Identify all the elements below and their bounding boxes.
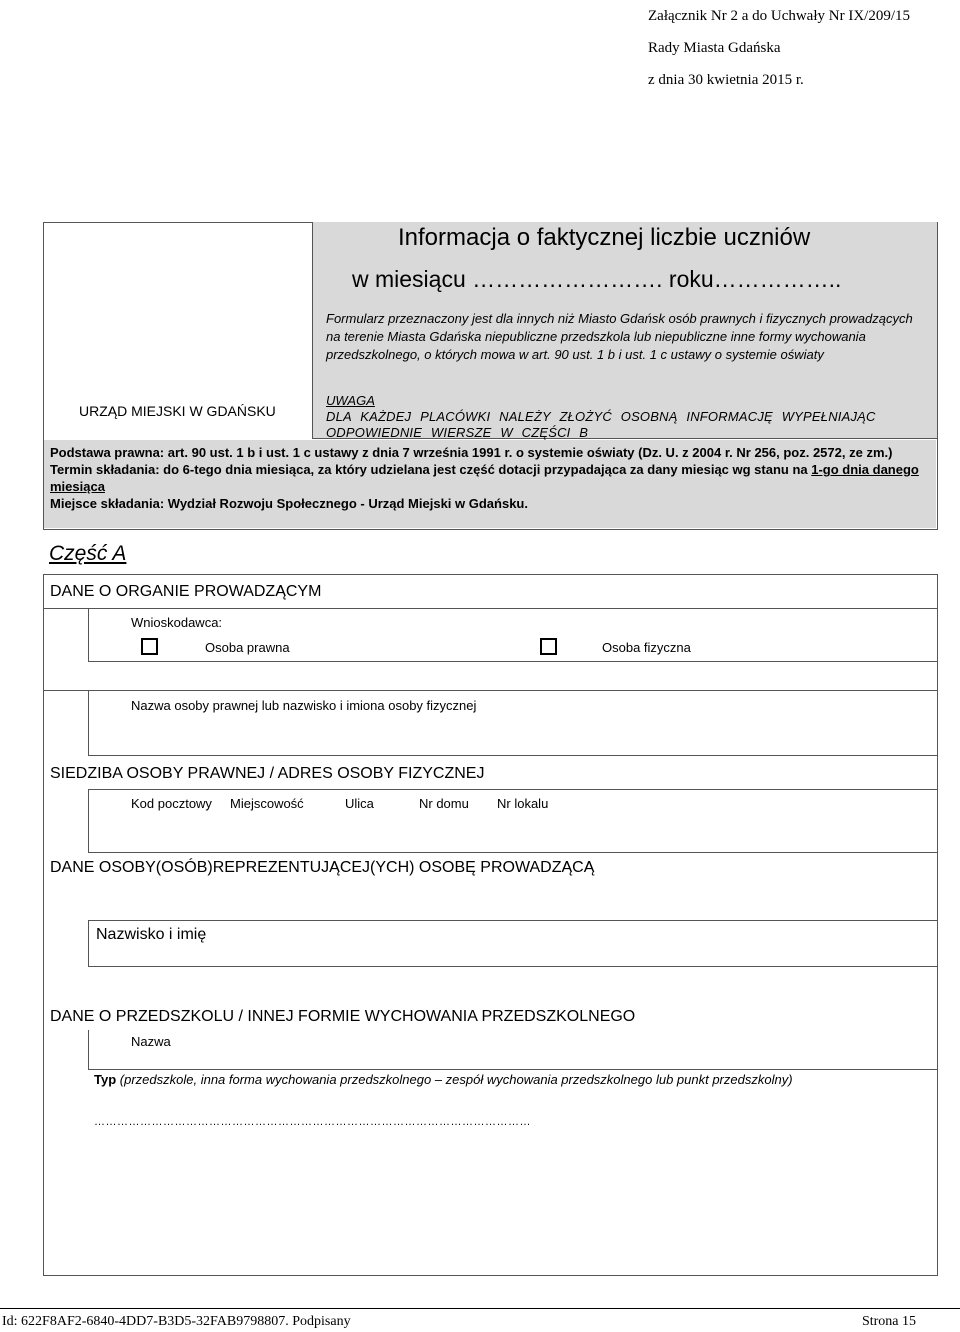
deadline-prefix: Termin składania: do 6-tego dnia miesiąca, za który udzielana jest część dotacji przypadająca za dany miesiąc wg stanu na [50,462,812,477]
deadline-underlined: 1-go dnia danego miesiąca [50,462,919,494]
type-bold: Typ [94,1072,117,1087]
section-preschool-heading: DANE O PRZEDSZKOLU / INNEJ FORMIE WYCHOWANIA PRZEDSZKOLNEGO [50,1008,636,1025]
annex-header [648,0,948,96]
section-address-heading: SIEDZIBA OSOBY PRAWNEJ / ADRES OSOBY FIZYCZNEJ [50,765,485,782]
representative-field-box[interactable] [88,920,938,967]
preschool-type-dots[interactable]: …………………………………………………………………………………………………… [94,1116,531,1128]
house-number-label: Nr domu [419,796,469,811]
divider [88,1030,89,1070]
section-representative-heading: DANE OSOBY(OSÓB)REPREZENTUJĄCEJ(YCH) OSOBĘ PROWADZĄCĄ [50,859,595,876]
legal-person-checkbox[interactable] [141,638,158,655]
form-description: Formularz przeznaczony jest dla innych niż Miasto Gdańsk osób prawnych i fizycznych prowadzących na terenie Miasta Gdańska niepubliczne przedszkola lub niepubliczne inne formy wychowania przedszkolnego, o których mowa w art. 90 ust. 1 b i ust. 1 c ustawy o systemie oświaty [326,311,913,362]
footer-page-number: Strona 15 [861,1314,916,1329]
city-label: Miejscowość [230,796,304,811]
applicant-label: Wnioskodawca: [131,615,223,630]
legal-basis-text: Podstawa prawna: art. 90 ust. 1 b i ust. 1 c ustawy z dnia 7 września 1991 r. o systemie oświaty (Dz. U. z 2004 r. Nr 256, poz. 2572, ze zm.) [50,445,893,460]
natural-person-label: Osoba fizyczna [602,640,691,655]
postal-code-label: Kod pocztowy [131,796,212,811]
section-organ-heading: DANE O ORGANIE PROWADZĄCYM [50,583,322,600]
deadline-text [50,461,930,495]
preschool-type-label [94,1072,793,1087]
legal-person-label: Osoba prawna [205,640,290,655]
annex-line-3: z dnia 30 kwietnia 2015 r. [648,72,804,88]
uwaga-text: DLA KAŻDEJ PLACÓWKI NALEŻY ZŁOŻYĆ OSOBNĄ INFORMACJĘ WYPEŁNIAJĄC ODPOWIEDNIE WIERSZE W CZĘŚCI B [326,409,876,440]
apartment-number-label: Nr lokalu [497,796,549,811]
form-title: Informacja o faktycznej liczbie uczniów [398,224,811,251]
preschool-name-label: Nazwa [131,1034,171,1049]
name-field-label: Nazwa osoby prawnej lub nazwisko i imiona osoby fizycznej [131,698,477,713]
representative-label: Nazwisko i imię [96,926,207,943]
natural-person-checkbox[interactable] [540,638,557,655]
part-a-box [43,574,938,1276]
legal-basis [50,444,930,512]
submission-place: Miejsce składania: Wydział Rozwoju Społecznego - Urząd Miejski w Gdańsku. [50,496,528,511]
annex-line-2: Rady Miasta Gdańska [648,40,781,56]
footer-id: Id: 622F8AF2-6840-4DD7-B3D5-32FAB9798807. Podpisany [2,1314,351,1329]
divider [88,1069,937,1070]
annex-line-1: Załącznik Nr 2 a do Uchwały Nr IX/209/15 [648,8,911,24]
footer-divider [0,1308,960,1309]
form-subtitle: w miesiącu ……………………. roku…………….. [352,266,842,292]
part-a-heading: Część A [49,542,127,565]
type-italic: (przedszkole, inna forma wychowania przedszkolnego – zespół wychowania przedszkolnego lub punkt przedszkolny) [119,1072,793,1087]
office-name: URZĄD MIEJSKI W GDAŃSKU [79,403,276,419]
uwaga-note [326,393,932,441]
street-label: Ulica [345,796,374,811]
uwaga-label: UWAGA [326,393,375,408]
